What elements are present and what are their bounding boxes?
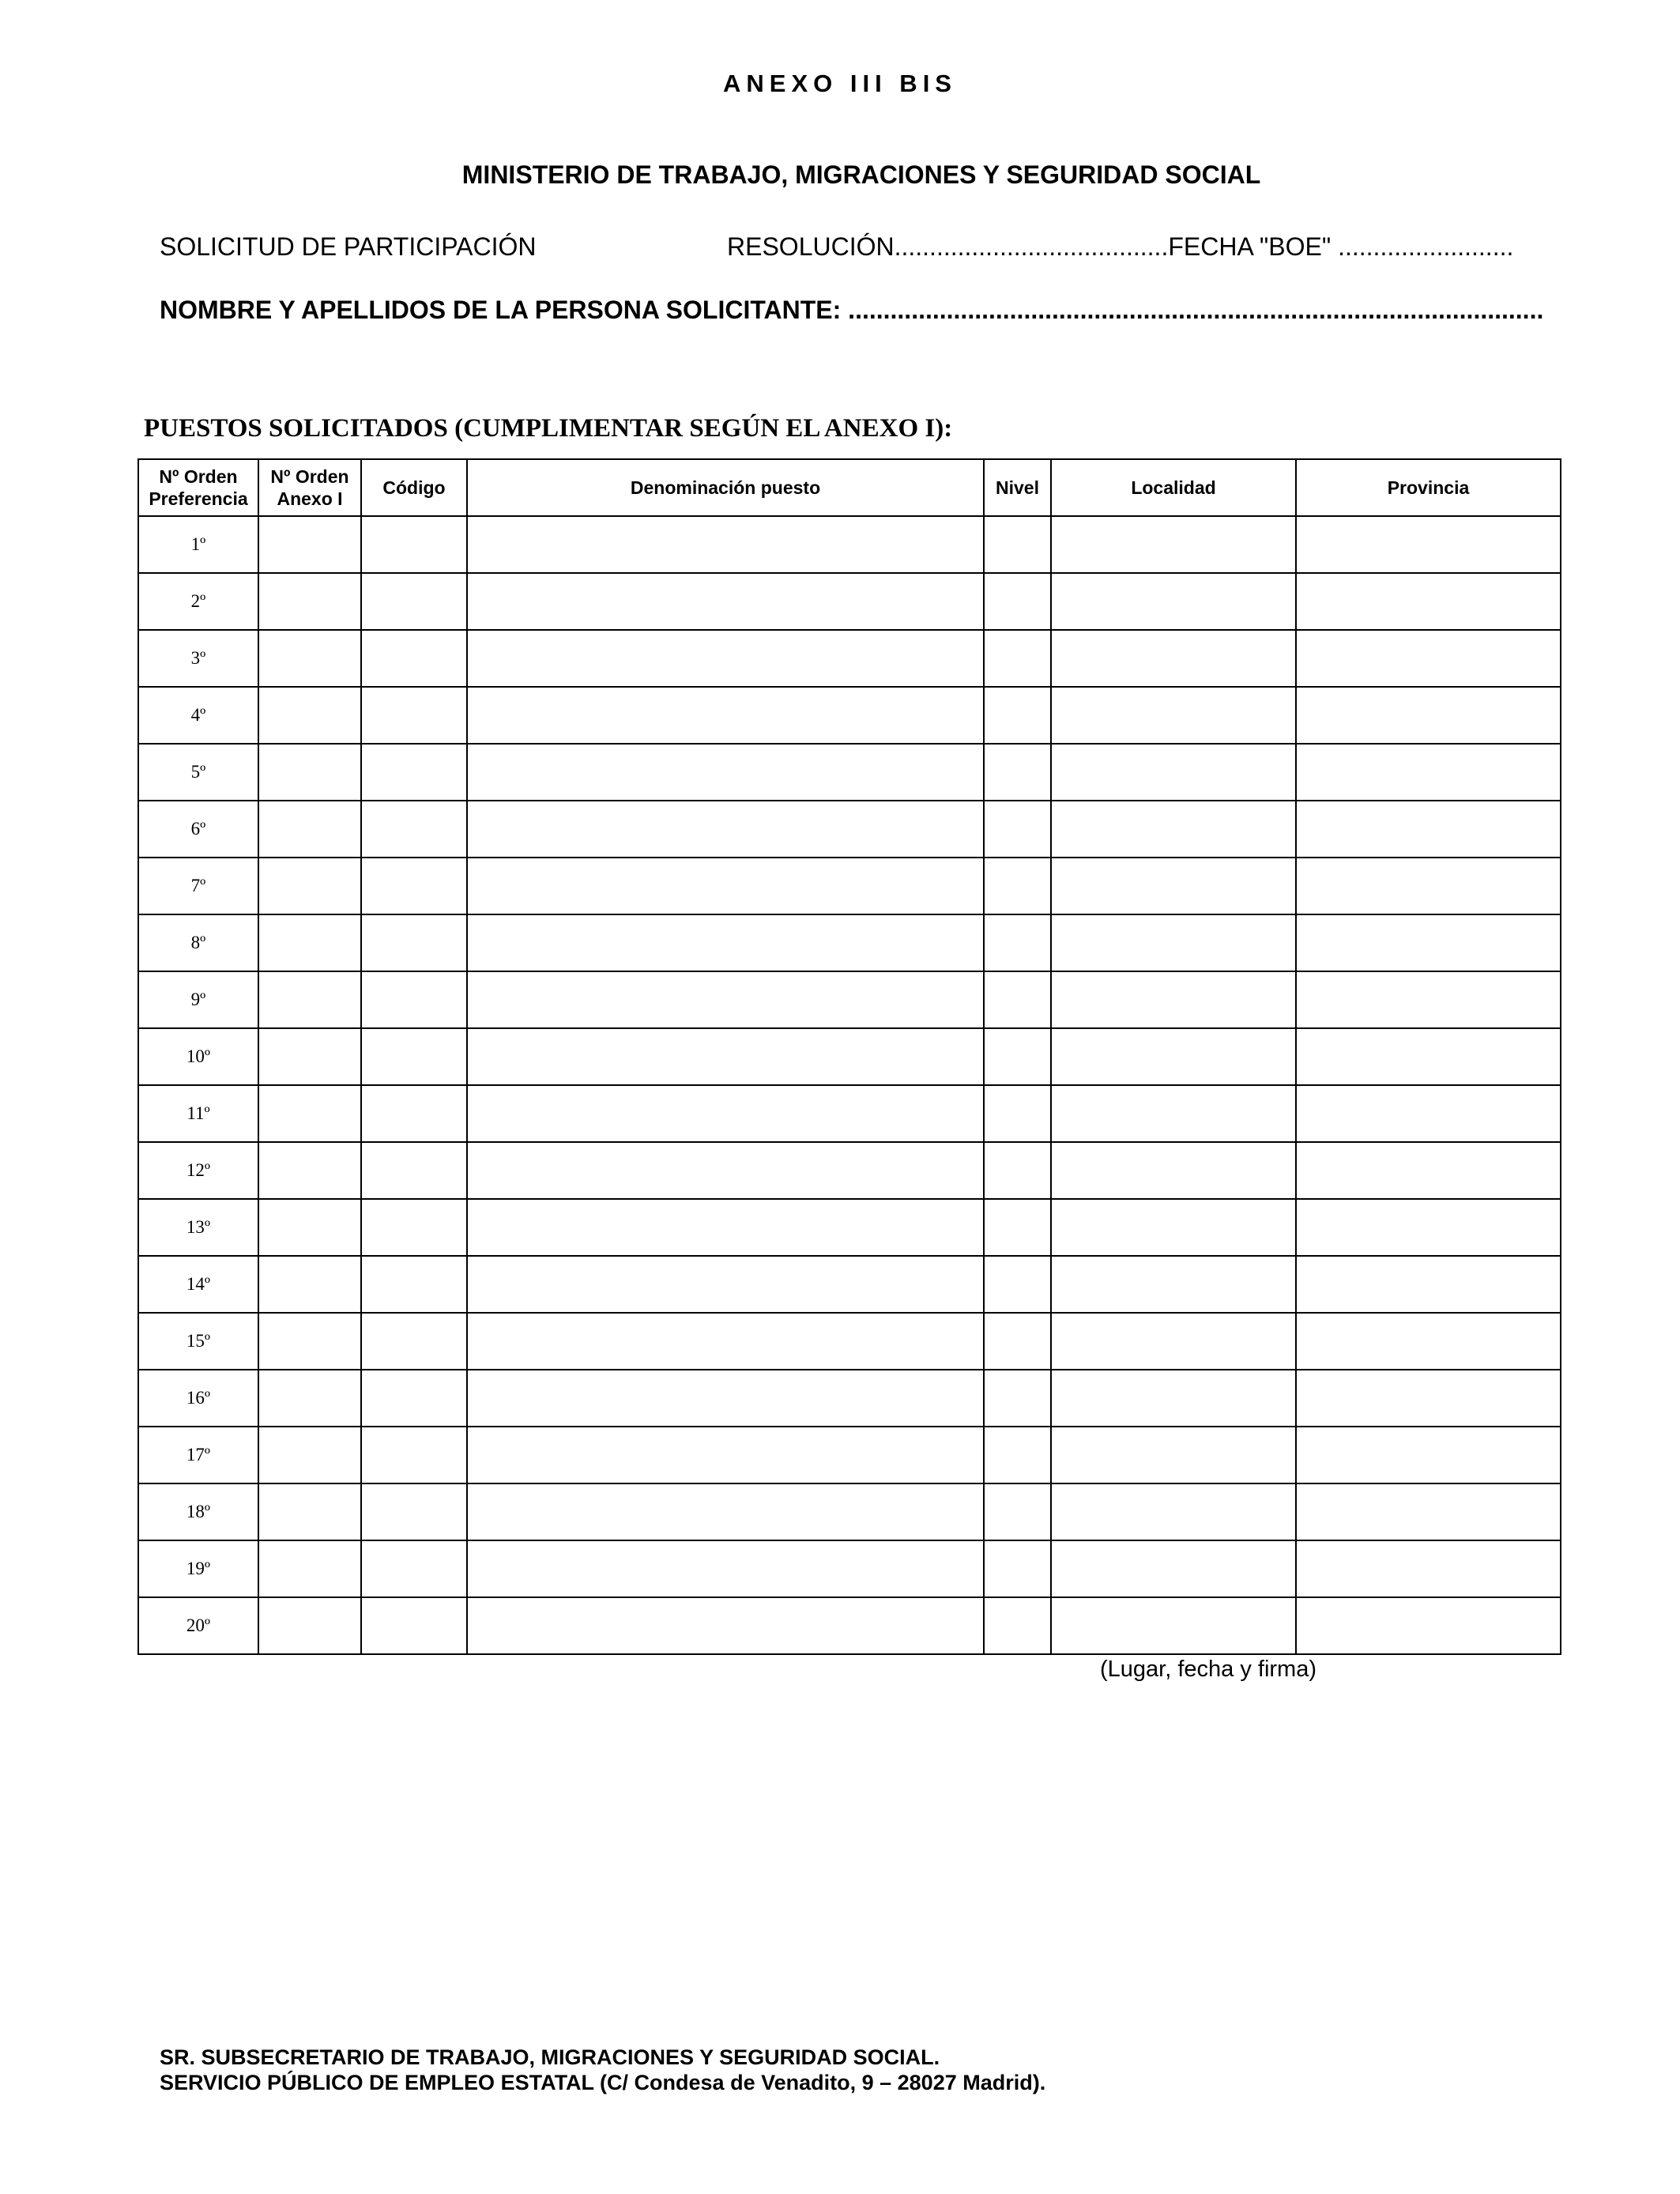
applicant-name-field: NOMBRE Y APELLIDOS DE LA PERSONA SOLICITANTE: ................................................................................................... bbox=[160, 296, 1544, 324]
locality-cell[interactable] bbox=[1051, 573, 1296, 630]
solicitud-label: SOLICITUD DE PARTICIPACIÓN bbox=[160, 232, 537, 261]
annex-order-cell[interactable] bbox=[258, 971, 361, 1028]
column-header-preference bbox=[138, 459, 258, 516]
column-header-level bbox=[984, 459, 1051, 516]
locality-cell[interactable] bbox=[1051, 1028, 1296, 1085]
annex-order-cell[interactable] bbox=[258, 630, 361, 687]
position-name-cell[interactable] bbox=[467, 744, 984, 801]
level-cell[interactable] bbox=[984, 1483, 1051, 1540]
level-cell[interactable] bbox=[984, 1597, 1051, 1654]
addressee-line: SR. SUBSECRETARIO DE TRABAJO, MIGRACIONES Y SEGURIDAD SOCIAL. bbox=[160, 2045, 940, 2069]
resolucion-boe-field: RESOLUCIÓN.......................................FECHA "BOE" ......................... bbox=[727, 232, 1514, 261]
annex-order-cell[interactable] bbox=[258, 1483, 361, 1540]
table-row bbox=[138, 744, 1561, 801]
province-cell[interactable] bbox=[1296, 1370, 1561, 1427]
table-row bbox=[138, 801, 1561, 858]
preference-order-cell: 1º bbox=[138, 516, 258, 573]
preference-order-cell: 11º bbox=[138, 1085, 258, 1142]
position-name-cell[interactable] bbox=[467, 1028, 984, 1085]
table-row bbox=[138, 1540, 1561, 1597]
column-header-position-name bbox=[467, 459, 984, 516]
preference-order-cell: 12º bbox=[138, 1142, 258, 1199]
province-cell[interactable] bbox=[1296, 1028, 1561, 1085]
locality-cell[interactable] bbox=[1051, 858, 1296, 914]
position-name-cell[interactable] bbox=[467, 1313, 984, 1370]
locality-cell[interactable] bbox=[1051, 1313, 1296, 1370]
annex-order-cell[interactable] bbox=[258, 914, 361, 971]
table-row bbox=[138, 1199, 1561, 1256]
locality-cell[interactable] bbox=[1051, 1199, 1296, 1256]
preference-order-cell: 5º bbox=[138, 744, 258, 801]
code-cell[interactable] bbox=[361, 1540, 467, 1597]
province-cell[interactable] bbox=[1296, 744, 1561, 801]
table-row bbox=[138, 1370, 1561, 1427]
table-row bbox=[138, 1483, 1561, 1540]
locality-cell[interactable] bbox=[1051, 1256, 1296, 1313]
code-cell[interactable] bbox=[361, 687, 467, 744]
province-cell[interactable] bbox=[1296, 914, 1561, 971]
province-cell[interactable] bbox=[1296, 1313, 1561, 1370]
table-row bbox=[138, 1427, 1561, 1483]
column-header-locality bbox=[1051, 459, 1296, 516]
table-row bbox=[138, 630, 1561, 687]
table-row bbox=[138, 1142, 1561, 1199]
table-row bbox=[138, 1313, 1561, 1370]
province-cell[interactable] bbox=[1296, 1256, 1561, 1313]
table-row bbox=[138, 1028, 1561, 1085]
level-cell[interactable] bbox=[984, 971, 1051, 1028]
province-cell[interactable] bbox=[1296, 1540, 1561, 1597]
province-cell[interactable] bbox=[1296, 801, 1561, 858]
preference-order-cell: 9º bbox=[138, 971, 258, 1028]
ministry-heading: MINISTERIO DE TRABAJO, MIGRACIONES Y SEGURIDAD SOCIAL bbox=[461, 160, 1261, 189]
code-cell[interactable] bbox=[361, 1028, 467, 1085]
position-name-cell[interactable] bbox=[467, 687, 984, 744]
annex-order-cell[interactable] bbox=[258, 1256, 361, 1313]
header-text: Nº Orden bbox=[270, 466, 349, 487]
preference-order-cell: 6º bbox=[138, 801, 258, 858]
annex-order-cell[interactable] bbox=[258, 573, 361, 630]
position-name-cell[interactable] bbox=[467, 1085, 984, 1142]
locality-cell[interactable] bbox=[1051, 971, 1296, 1028]
annex-order-cell[interactable] bbox=[258, 1370, 361, 1427]
level-cell[interactable] bbox=[984, 1370, 1051, 1427]
position-name-cell[interactable] bbox=[467, 1142, 984, 1199]
position-name-cell[interactable] bbox=[467, 1256, 984, 1313]
locality-cell[interactable] bbox=[1051, 1085, 1296, 1142]
code-cell[interactable] bbox=[361, 1483, 467, 1540]
preference-order-cell: 10º bbox=[138, 1028, 258, 1085]
header-text: Nº Orden bbox=[159, 466, 238, 487]
level-cell[interactable] bbox=[984, 744, 1051, 801]
column-header-province bbox=[1296, 459, 1561, 516]
column-header-code bbox=[361, 459, 467, 516]
annex-order-cell[interactable] bbox=[258, 1427, 361, 1483]
preference-order-cell: 15º bbox=[138, 1313, 258, 1370]
code-cell[interactable] bbox=[361, 1085, 467, 1142]
province-cell[interactable] bbox=[1296, 858, 1561, 914]
code-cell[interactable] bbox=[361, 1313, 467, 1370]
annex-order-cell[interactable] bbox=[258, 1028, 361, 1085]
annex-title: ANEXO III BIS bbox=[723, 70, 957, 97]
province-cell[interactable] bbox=[1296, 1597, 1561, 1654]
province-cell[interactable] bbox=[1296, 1427, 1561, 1483]
annex-order-cell[interactable] bbox=[258, 516, 361, 573]
locality-cell[interactable] bbox=[1051, 516, 1296, 573]
level-cell[interactable] bbox=[984, 1142, 1051, 1199]
table-header-row bbox=[138, 459, 1561, 516]
position-name-cell[interactable] bbox=[467, 1540, 984, 1597]
preference-order-cell: 14º bbox=[138, 1256, 258, 1313]
annex-order-cell[interactable] bbox=[258, 801, 361, 858]
locality-cell[interactable] bbox=[1051, 1142, 1296, 1199]
annex-order-cell[interactable] bbox=[258, 1313, 361, 1370]
locality-cell[interactable] bbox=[1051, 914, 1296, 971]
position-name-cell[interactable] bbox=[467, 573, 984, 630]
positions-section-title: PUESTOS SOLICITADOS (CUMPLIMENTAR SEGÚN EL ANEXO I): bbox=[144, 414, 953, 443]
locality-cell[interactable] bbox=[1051, 1370, 1296, 1427]
code-cell[interactable] bbox=[361, 1199, 467, 1256]
code-cell[interactable] bbox=[361, 744, 467, 801]
table-body bbox=[138, 516, 1561, 1654]
level-cell[interactable] bbox=[984, 914, 1051, 971]
positions-table bbox=[137, 458, 1561, 1655]
level-cell[interactable] bbox=[984, 516, 1051, 573]
locality-cell[interactable] bbox=[1051, 1483, 1296, 1540]
preference-order-cell: 16º bbox=[138, 1370, 258, 1427]
locality-cell[interactable] bbox=[1051, 801, 1296, 858]
preference-order-cell: 2º bbox=[138, 573, 258, 630]
position-name-cell[interactable] bbox=[467, 1199, 984, 1256]
preference-order-cell: 4º bbox=[138, 687, 258, 744]
locality-cell[interactable] bbox=[1051, 744, 1296, 801]
header-text: Nivel bbox=[996, 477, 1039, 498]
table-row bbox=[138, 516, 1561, 573]
annex-order-cell[interactable] bbox=[258, 744, 361, 801]
preference-order-cell: 7º bbox=[138, 858, 258, 914]
annex-order-cell[interactable] bbox=[258, 1085, 361, 1142]
table-row bbox=[138, 858, 1561, 914]
level-cell[interactable] bbox=[984, 1540, 1051, 1597]
header-text: Provincia bbox=[1387, 477, 1470, 498]
table-row bbox=[138, 1256, 1561, 1313]
column-header-annex-order bbox=[258, 459, 361, 516]
table-row bbox=[138, 971, 1561, 1028]
annex-order-cell[interactable] bbox=[258, 687, 361, 744]
header-text: Localidad bbox=[1131, 477, 1216, 498]
level-cell[interactable] bbox=[984, 573, 1051, 630]
level-cell[interactable] bbox=[984, 1028, 1051, 1085]
locality-cell[interactable] bbox=[1051, 1597, 1296, 1654]
province-cell[interactable] bbox=[1296, 1085, 1561, 1142]
code-cell[interactable] bbox=[361, 573, 467, 630]
position-name-cell[interactable] bbox=[467, 1370, 984, 1427]
header-text: Anexo I bbox=[277, 488, 343, 509]
locality-cell[interactable] bbox=[1051, 630, 1296, 687]
position-name-cell[interactable] bbox=[467, 1483, 984, 1540]
level-cell[interactable] bbox=[984, 1199, 1051, 1256]
level-cell[interactable] bbox=[984, 687, 1051, 744]
header-text: Código bbox=[382, 477, 446, 498]
code-cell[interactable] bbox=[361, 1142, 467, 1199]
annex-order-cell[interactable] bbox=[258, 858, 361, 914]
table-row bbox=[138, 687, 1561, 744]
position-name-cell[interactable] bbox=[467, 1597, 984, 1654]
code-cell[interactable] bbox=[361, 858, 467, 914]
province-cell[interactable] bbox=[1296, 687, 1561, 744]
header-text: Preferencia bbox=[149, 488, 248, 509]
level-cell[interactable] bbox=[984, 1313, 1051, 1370]
annex-order-cell[interactable] bbox=[258, 1142, 361, 1199]
province-cell[interactable] bbox=[1296, 1483, 1561, 1540]
annex-order-cell[interactable] bbox=[258, 1597, 361, 1654]
table-row bbox=[138, 1597, 1561, 1654]
preference-order-cell: 3º bbox=[138, 630, 258, 687]
level-cell[interactable] bbox=[984, 1427, 1051, 1483]
code-cell[interactable] bbox=[361, 630, 467, 687]
level-cell[interactable] bbox=[984, 630, 1051, 687]
province-cell[interactable] bbox=[1296, 1199, 1561, 1256]
code-cell[interactable] bbox=[361, 516, 467, 573]
province-cell[interactable] bbox=[1296, 630, 1561, 687]
signature-caption: (Lugar, fecha y firma) bbox=[1100, 1657, 1317, 1682]
code-cell[interactable] bbox=[361, 914, 467, 971]
preference-order-cell: 20º bbox=[138, 1597, 258, 1654]
level-cell[interactable] bbox=[984, 858, 1051, 914]
position-name-cell[interactable] bbox=[467, 971, 984, 1028]
preference-order-cell: 17º bbox=[138, 1427, 258, 1483]
code-cell[interactable] bbox=[361, 801, 467, 858]
province-cell[interactable] bbox=[1296, 516, 1561, 573]
province-cell[interactable] bbox=[1296, 971, 1561, 1028]
position-name-cell[interactable] bbox=[467, 1427, 984, 1483]
code-cell[interactable] bbox=[361, 1597, 467, 1654]
table-row bbox=[138, 573, 1561, 630]
position-name-cell[interactable] bbox=[467, 630, 984, 687]
locality-cell[interactable] bbox=[1051, 687, 1296, 744]
table-row bbox=[138, 914, 1561, 971]
level-cell[interactable] bbox=[984, 1085, 1051, 1142]
table-row bbox=[138, 1085, 1561, 1142]
header-text: Denominación puesto bbox=[630, 477, 821, 498]
preference-order-cell: 19º bbox=[138, 1540, 258, 1597]
annex-order-cell[interactable] bbox=[258, 1199, 361, 1256]
level-cell[interactable] bbox=[984, 1256, 1051, 1313]
level-cell[interactable] bbox=[984, 801, 1051, 858]
code-cell[interactable] bbox=[361, 1427, 467, 1483]
code-cell[interactable] bbox=[361, 971, 467, 1028]
code-cell[interactable] bbox=[361, 1256, 467, 1313]
position-name-cell[interactable] bbox=[467, 914, 984, 971]
locality-cell[interactable] bbox=[1051, 1427, 1296, 1483]
annex-order-cell[interactable] bbox=[258, 1540, 361, 1597]
address-line: SERVICIO PÚBLICO DE EMPLEO ESTATAL (C/ Condesa de Venadito, 9 – 28027 Madrid). bbox=[160, 2071, 1046, 2094]
locality-cell[interactable] bbox=[1051, 1540, 1296, 1597]
position-name-cell[interactable] bbox=[467, 858, 984, 914]
code-cell[interactable] bbox=[361, 1370, 467, 1427]
position-name-cell[interactable] bbox=[467, 801, 984, 858]
preference-order-cell: 8º bbox=[138, 914, 258, 971]
province-cell[interactable] bbox=[1296, 573, 1561, 630]
province-cell[interactable] bbox=[1296, 1142, 1561, 1199]
preference-order-cell: 13º bbox=[138, 1199, 258, 1256]
preference-order-cell: 18º bbox=[138, 1483, 258, 1540]
position-name-cell[interactable] bbox=[467, 516, 984, 573]
